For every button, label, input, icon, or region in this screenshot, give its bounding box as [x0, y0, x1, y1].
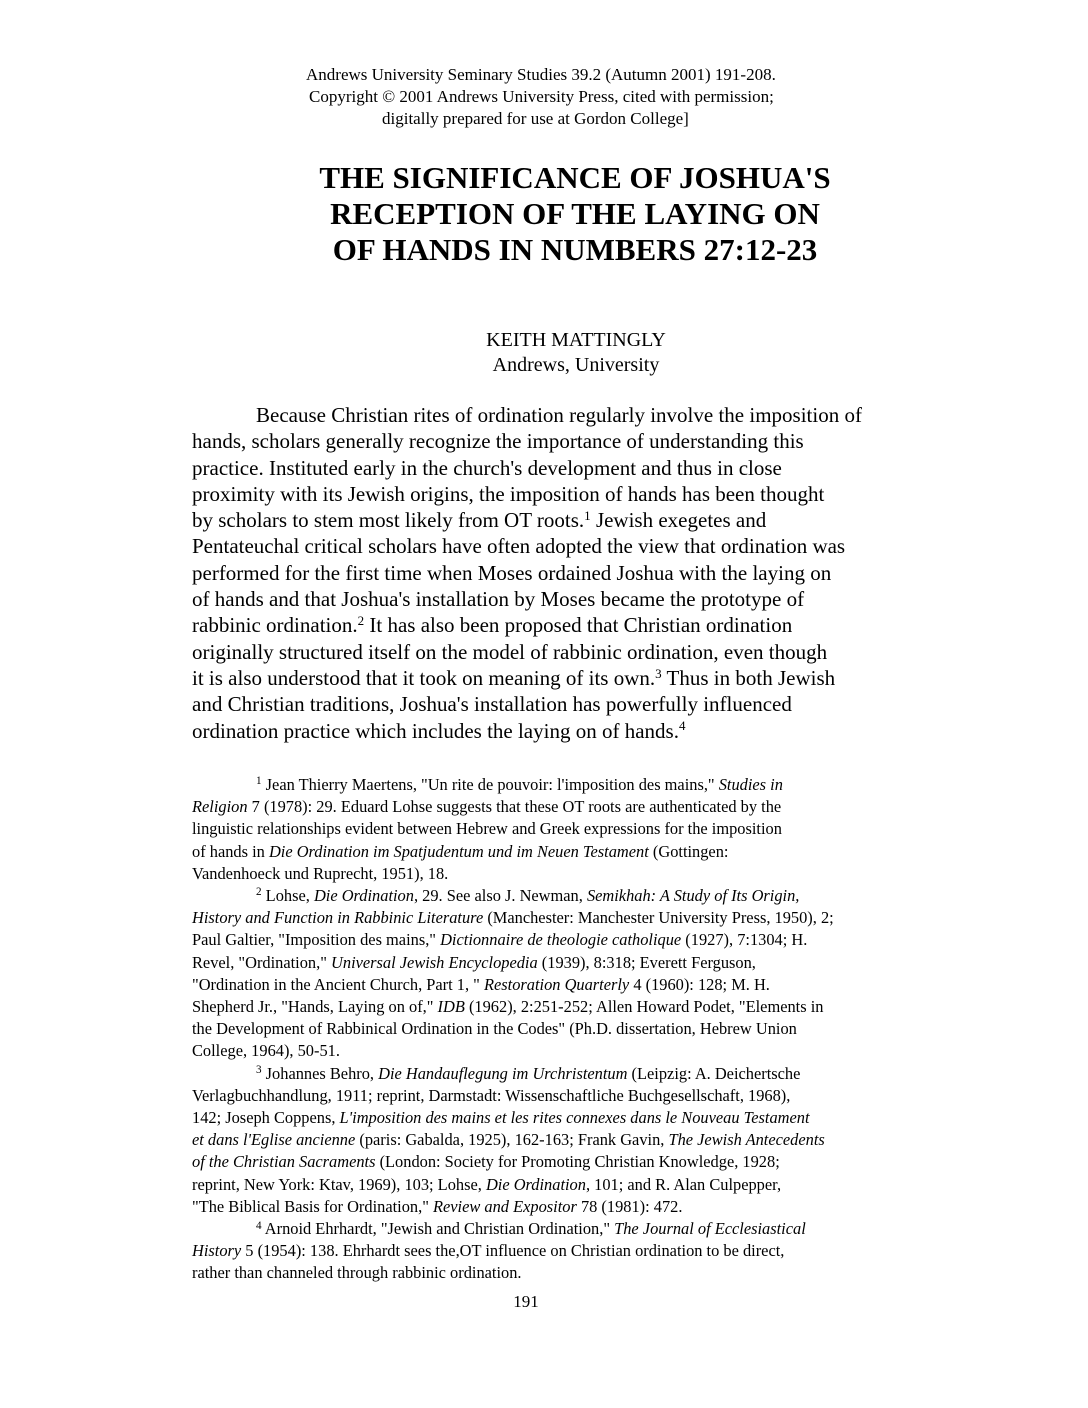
footnote-1 [192, 774, 952, 796]
footnote-text: reprint, New York: Ktav, 1969), 103; Lohse, [192, 1174, 486, 1194]
footnote-line: Vandenhoeck und Ruprecht, 1951), 18. [192, 863, 449, 883]
body-line [192, 612, 932, 638]
body-line: originally structured itself on the model of rabbinic ordination, even though [192, 639, 828, 664]
footnote-line: College, 1964), 50-51. [192, 1041, 340, 1061]
footnote-italic: History [192, 1241, 242, 1261]
author-affiliation: Andrews, University [492, 354, 660, 376]
footnote-italic: Die Handauflegung im Urchristentum [378, 1063, 628, 1083]
footnotes-section [192, 774, 952, 1285]
footnote-line [192, 929, 952, 951]
body-line [192, 718, 932, 744]
author-name: KEITH MATTINGLY [486, 329, 666, 351]
footnote-text: Paul Galtier, "Imposition des mains," [192, 930, 441, 950]
footnote-4 [192, 1218, 952, 1240]
footnote-text: (1962), 2:251-252; Allen Howard Podet, "Elements in [464, 997, 824, 1017]
footnote-text: Revel, "Ordination," [192, 952, 332, 972]
body-line: Because Christian rites of ordination regularly involve the imposition of [256, 403, 862, 427]
footnote-text: Johannes Behro, [261, 1063, 379, 1083]
footnote-text: , 29. See also J. Newman, [413, 886, 587, 906]
citation-line: Andrews University Seminary Studies 39.2 (Autumn 2001) 191-208. [306, 65, 776, 84]
body-line: and Christian traditions, Joshua's installation has powerfully influenced [192, 692, 792, 717]
body-line: practice. Instituted early in the church's development and thus in close [192, 455, 782, 480]
footnote-italic: Restoration Quarterly [483, 974, 630, 994]
footnote-line [192, 952, 952, 974]
digitization-note: digitally prepared for use at Gordon College] [382, 109, 689, 128]
footnote-text: 4 (1960): 128; M. H. [629, 974, 770, 994]
footnote-italic: Die Ordination im Spatjudentum und im Neuen Testament [268, 841, 649, 861]
body-text: ordination practice which includes the laying on of hands. [192, 718, 679, 743]
copyright-line: Copyright © 2001 Andrews University Press, cited with permission; [309, 87, 774, 106]
body-text: Thus in both Jewish [661, 665, 836, 690]
footnote-text: Lohse, [261, 886, 314, 906]
footnote-ref-3[interactable]: 3 [655, 665, 662, 681]
body-line: performed for the first time when Moses ordained Joshua with the laying on [192, 560, 832, 585]
footnote-italic: et dans l'Eglise ancienne [192, 1130, 356, 1150]
footnote-3 [192, 1063, 952, 1085]
footnote-italic: Die Ordination [485, 1174, 586, 1194]
footnote-line [192, 1151, 952, 1173]
footnote-italic: Dictionnaire de theologie catholique [440, 930, 682, 950]
footnote-ref-2[interactable]: 2 [357, 613, 365, 629]
footnote-italic: Universal Jewish Encyclopedia [331, 952, 538, 972]
footnote-italic: of the Christian Sacraments [192, 1152, 376, 1172]
footnote-text: "Ordination in the Ancient Church, Part 1, " [192, 974, 484, 994]
body-text: It has also been proposed that Christian ordination [364, 613, 793, 638]
footnote-number: 2 [256, 886, 262, 899]
page-number: 191 [513, 1292, 539, 1311]
author-block [0, 328, 1088, 378]
footnote-text: 7 (1978): 29. Eduard Lohse suggests that these OT roots are authenticated by the [247, 797, 782, 817]
footnote-line [192, 841, 952, 863]
body-text: it is also understood that it took on meaning of its own. [192, 665, 656, 690]
footnote-ref-4[interactable]: 4 [678, 718, 686, 734]
body-line [192, 665, 932, 691]
footnote-line [192, 974, 952, 996]
footnote-italic: Review and Expositor [433, 1196, 577, 1216]
footnote-line [192, 907, 952, 929]
footnote-italic: L'imposition des mains et les rites connexes dans le Nouveau Testament [339, 1108, 810, 1128]
article-title [0, 160, 1088, 268]
footnote-line: linguistic relationships evident between Hebrew and Greek expressions for the imposition [192, 819, 782, 839]
footnote-text: 142; Joseph Coppens, [192, 1108, 340, 1128]
title-line: THE SIGNIFICANCE OF JOSHUA'S [319, 160, 831, 195]
footnote-text: (1939), 8:318; Everett Ferguson, [537, 952, 756, 972]
footnote-text: (London: Society for Promoting Christian Knowledge, 1928; [375, 1152, 780, 1172]
footnote-line: Verlagbuchhandlung, 1911; reprint, Darmstadt: Wissenschaftliche Buchgesellschaft, 1968), [192, 1085, 791, 1105]
footnote-italic: Religion [192, 797, 248, 817]
body-line: hands, scholars generally recognize the importance of understanding this [192, 429, 804, 454]
body-line: proximity with its Jewish origins, the imposition of hands has been thought [192, 481, 825, 506]
footnote-number: 3 [256, 1064, 262, 1077]
footnote-ref-1[interactable]: 1 [584, 508, 591, 524]
footnote-text: 78 (1981): 472. [576, 1196, 683, 1216]
footnote-italic: The Journal of Ecclesiastical [614, 1219, 806, 1239]
footnote-line [192, 1129, 952, 1151]
body-text: rabbinic ordination. [192, 613, 358, 638]
footnote-italic: Studies in [718, 775, 783, 794]
footnote-italic: History and Function in Rabbinic Literature [192, 908, 484, 928]
footnote-line [192, 1240, 952, 1262]
footnote-text: 5 (1954): 138. Ehrhardt sees the,OT influence on Christian ordination to be direct, [241, 1241, 785, 1261]
citation-header [300, 64, 860, 130]
footnote-text: (paris: Gabalda, 1925), 162-163; Frank Gavin, [355, 1130, 669, 1150]
title-line: OF HANDS IN NUMBERS 27:12-23 [332, 232, 818, 267]
footnote-text: "The Biblical Basis for Ordination," [192, 1196, 433, 1216]
footnote-text: (Manchester: Manchester University Press, 1950), 2; [483, 908, 834, 928]
footnote-number: 4 [256, 1219, 262, 1232]
footnote-line [192, 1174, 952, 1196]
footnote-text: (Leipzig: A. Deichertsche [627, 1063, 801, 1083]
footnote-text: Arnoid Ehrhardt, "Jewish and Christian Ordination," [261, 1219, 615, 1239]
footnote-text: , 101; and R. Alan Culpepper, [585, 1174, 782, 1194]
footnote-text: Jean Thierry Maertens, "Un rite de pouvoir: l'imposition des mains," [261, 775, 719, 794]
footnote-text: (1927), 7:1304; H. [681, 930, 808, 950]
footnote-line: the Development of Rabbinical Ordination in the Codes" (Ph.D. dissertation, Hebrew Union [192, 1019, 797, 1039]
body-paragraph [192, 402, 932, 744]
footnote-italic: The Jewish Antecedents [668, 1130, 825, 1150]
footnote-line [192, 1107, 952, 1129]
footnote-italic: Semikhah: A Study of Its Origin, [586, 886, 800, 906]
body-line [192, 507, 932, 533]
footnote-italic: IDB [437, 997, 465, 1017]
footnote-text: of hands in [192, 841, 269, 861]
footnote-line [192, 1196, 952, 1218]
footnote-2 [192, 885, 952, 907]
footnote-italic: Die Ordination [313, 886, 414, 906]
title-line: RECEPTION OF THE LAYING ON [330, 196, 820, 231]
footnote-line: rather than channeled through rabbinic ordination. [192, 1263, 522, 1283]
footnote-line [192, 796, 952, 818]
footnote-text: Shepherd Jr., "Hands, Laying on of," [192, 997, 438, 1017]
body-text: Jewish exegetes and [590, 508, 767, 533]
footnote-text: (Gottingen: [648, 841, 729, 861]
footnote-number: 1 [256, 775, 262, 788]
footnote-line [192, 996, 952, 1018]
body-text: by scholars to stem most likely from OT roots. [192, 508, 585, 533]
body-line: of hands and that Joshua's installation by Moses became the prototype of [192, 587, 805, 612]
body-line: Pentateuchal critical scholars have often adopted the view that ordination was [192, 534, 846, 559]
